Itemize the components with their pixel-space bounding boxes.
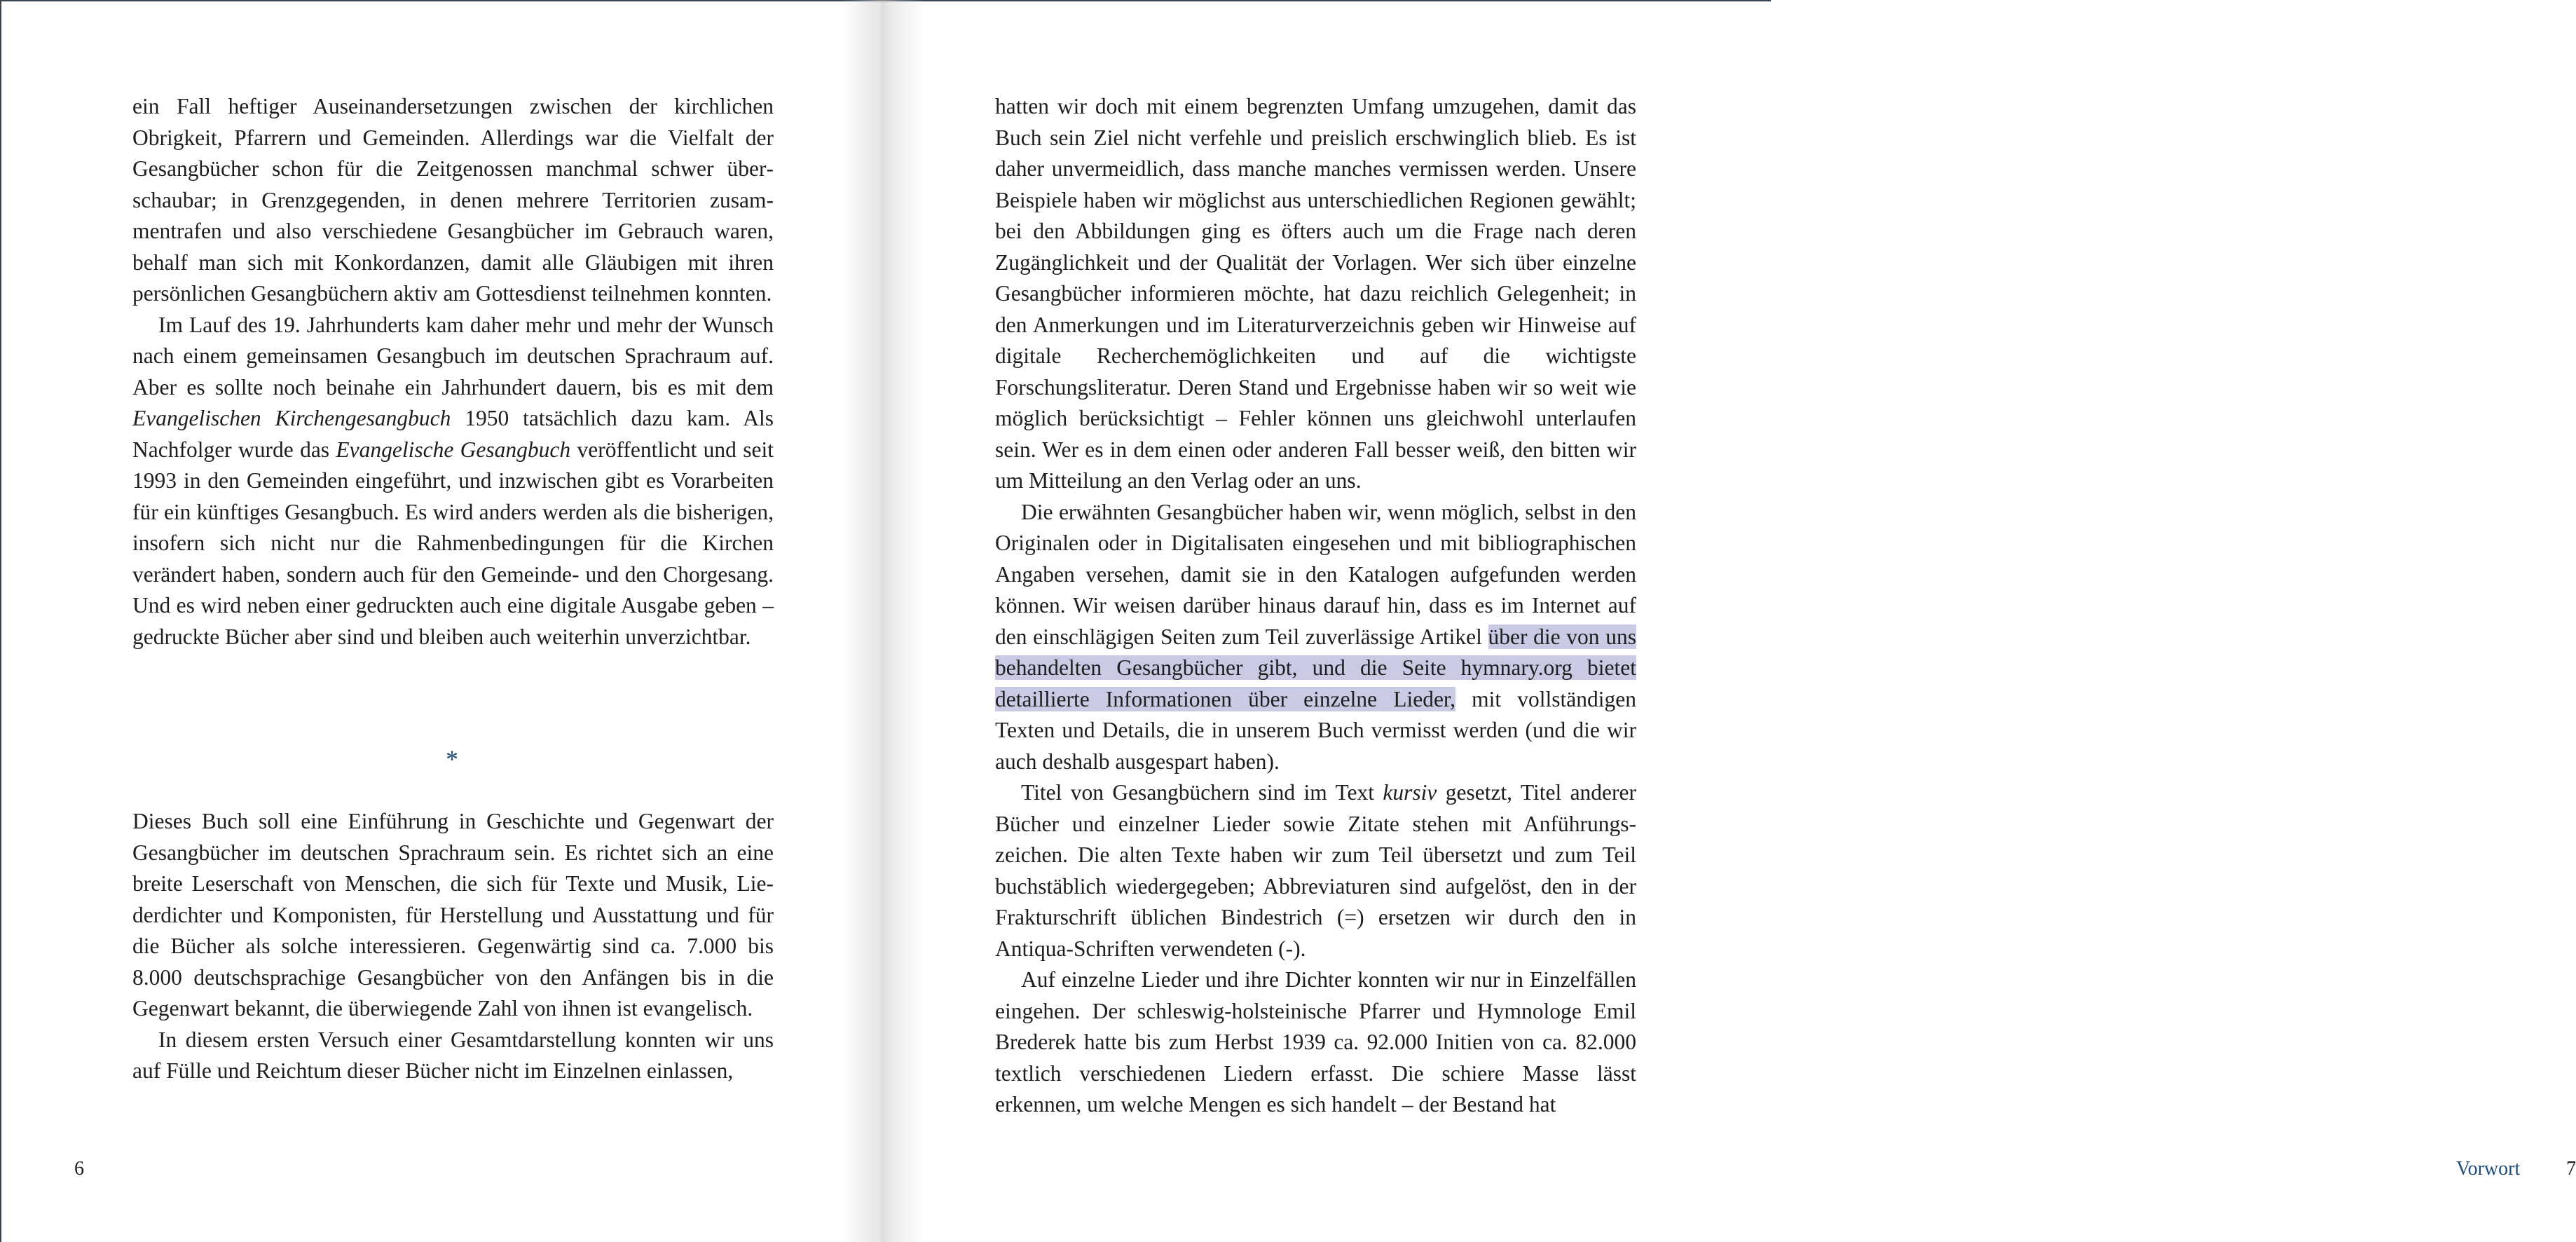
section-separator: * (446, 745, 458, 773)
left-page-text-top (132, 91, 774, 653)
paragraph: In diesem ersten Versuch einer Gesamtdarstellung konnten wir uns auf Fülle und Reichtum dieser Bücher nicht im Einzelnen einlassen, (132, 1027, 774, 1083)
paragraph: Dieses Buch soll eine Einführung in Geschichte und Gegenwart der Gesangbücher im deutschen Sprachraum sein. Es richtet sich an eine breite Leserschaft von Menschen, die sich für Texte und Musik, Liederdichter und Komponisten, für Herstellung und Ausstattung und für die Bücher als solche interessieren. Gegenwärtig sind ca. 7.000 bis 8.000 deutschsprachige Gesangbücher von den Anfängen bis in die Gegenwart bekannt, die überwiegende Zahl von ihnen ist evangelisch. (132, 809, 774, 1021)
right-page (884, 0, 2576, 1242)
paragraph: Auf einzelne Lieder und ihre Dichter konnten wir nur in Einzelfällen eingehen. Der schleswig-holsteinische Pfarrer und Hymnologe Emil Brederek hatte bis zum Herbst 1939 ca. 92.000 Initien von ca. 82.000 textlich verschiedenen Liedern erfasst. Die schiere Masse lässt erkennen, um welche Mengen es sich handelt – der Bestand hat (995, 967, 1636, 1117)
text-selection-highlight[interactable]: über die von uns behandelten Gesangbücher gibt, und die Seite hymnary.org bietet detaillierte Informationen über einzelne Lieder, (995, 624, 1636, 711)
running-head: Vorwort (2456, 1158, 2521, 1180)
paragraph: ein Fall heftiger Auseinandersetzungen zwischen der kirchlichen Obrigkeit, Pfarrern und Gemeinden. Allerdings war die Vielfalt der Gesangbücher schon für die Zeitgenossen manchmal schwer überschaubar; in Grenzgegenden, in denen mehrere Territorien zusammentrafen und also verschiedene Gesangbücher im Gebrauch waren, behalf man sich mit Konkordanzen, damit alle Gläubigen mit ihren persönlichen Gesangbüchern aktiv am Gottesdienst teilnehmen konnten. (132, 94, 774, 306)
paragraph: Titel von Gesangbüchern sind im Text kursiv gesetzt, Titel anderer Bücher und einzelner Lieder sowie Zitate stehen mit Anführungszeichen. Die alten Texte haben wir zum Teil übersetzt und zum Teil buchstäblich wiedergegeben; Abbreviaturen sind aufgelöst, den in der Frakturschrift üblichen Bindestrich (=) ersetzen wir durch den in Antiqua-Schriften verwendeten (-). (995, 780, 1636, 961)
page-number: 6 (74, 1158, 84, 1180)
italic-word: kursiv (1383, 780, 1437, 805)
page-number: 7 (2566, 1158, 2576, 1180)
paragraph: Im Lauf des 19. Jahrhunderts kam daher mehr und mehr der Wunsch nach einem gemeinsamen Gesangbuch im deutschen Sprachraum auf. Aber es sollte noch beinahe ein Jahrhundert dauern, bis es mit dem Evangelischen Kirchengesangbuch 1950 tatsächlich dazu kam. Als Nachfolger wurde das Evangelische Gesangbuch veröffentlicht und seit 1993 in den Gemeinden eingeführt, und inzwischen gibt es Vorarbeiten für ein künftiges Gesangbuch. Es wird anders werden als die bisherigen, insofern sich nicht nur die Rahmenbedingungen für die Kirchen verändert haben, sondern auch für den Gemeinde- und den Chorgesang. Und es wird neben einer gedruckten auch eine digitale Ausgabe geben – gedruckte Bücher aber sind und bleiben auch weiterhin unverzichtbar. (132, 312, 774, 649)
right-page-text (995, 91, 1636, 1121)
paragraph: hatten wir doch mit einem begrenzten Umfang umzugehen, damit das Buch sein Ziel nicht verfehle und preislich erschwinglich blieb. Es ist daher unvermeidlich, dass manche manches vermissen werden. Unsere Beispiele haben wir möglichst aus unterschiedlichen Regionen gewählt; bei den Abbildungen ging es öfters auch um die Frage nach deren Zugänglichkeit und der Qualität der Vorlagen. Wer sich über einzelne Gesangbücher informieren möchte, hat dazu reichlich Gelegenheit; in den Anmerkungen und im Literaturverzeichnis geben wir Hinweise auf digitale Recherchemöglichkeiten und auf die wichtigste Forschungsliteratur. Deren Stand und Ergebnisse haben wir so weit wie möglich berücksichtigt – Fehler können uns gleichwohl unterlaufen sein. Wer es in dem einen oder anderen Fall besser weiß, den bitten wir um Mitteilung an den Verlag oder an uns. (995, 94, 1636, 493)
paragraph: Die erwähnten Gesangbücher haben wir, wenn möglich, selbst in den Originalen oder in Digitalisaten eingesehen und mit bibliographischen Angaben versehen, damit sie in den Katalogen aufgefunden werden können. Wir weisen darüber hinaus darauf hin, dass es im Internet auf den einschlägigen Seiten zum Teil zuverlässige Artikel über die von uns behandelten Gesangbücher gibt, und die Seite hymnary.org bietet detaillierte Informationen über einzelne Lieder, mit vollständigen Texten und Details, die in unserem Buch vermisst werden (und die wir auch deshalb ausgespart haben). (995, 499, 1636, 774)
book-title: Evangelischen Kirchengesangbuch (132, 406, 451, 430)
left-page-text-bottom (132, 806, 774, 1087)
left-page (0, 0, 884, 1242)
book-title: Evangelische Gesangbuch (336, 437, 571, 462)
